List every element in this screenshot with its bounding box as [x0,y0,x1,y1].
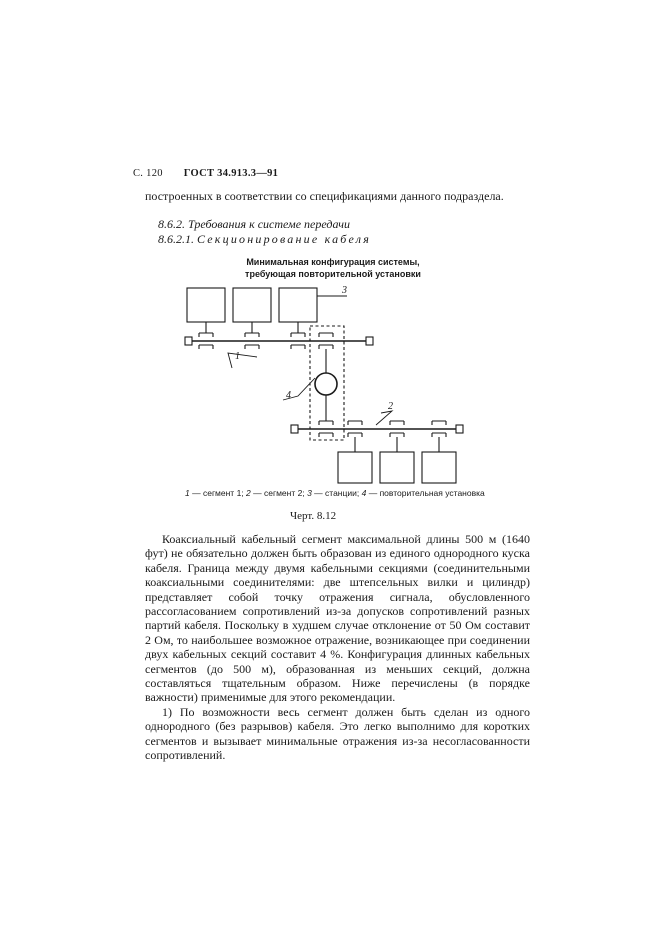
legend-text: станции; [325,488,360,498]
callout-label-4: 4 [286,390,291,401]
station-box [187,288,225,322]
terminator [366,337,373,345]
body-text [145,532,530,763]
legend-text: сегмент 2; [264,488,305,498]
figure-title-line: Минимальная конфигурация системы, [246,257,420,267]
station-box [338,452,372,483]
section-number: 8.6.2.1. [158,232,194,246]
station-box [279,288,317,322]
paragraph: 1) По возможности весь сегмент должен быть сделан из одного однородного (без разрывов) кабеля. Это легко выполнимо для коротких сегментов и вызывает минимальные отражения из-за несогласованности сопротивлений. [145,704,530,763]
callout-1-leader [228,353,257,368]
figure-legend: 1 — сегмент 1; 2 — сегмент 2; 3 — станции; 4 — повторительная установка [185,488,485,498]
paragraph: Коаксиальный кабельный сегмент максимальной длины 500 м (1640 фут) не обязательно должен быть образован из единого однородного куска кабеля. Граница между двумя кабельными секциями (соединительными коаксиальными соединителями: две штепсельных вилки и цилиндр) представляет собой точку отражения сигнала, обусловленного рассогласованием сопротивлений из-за допусков сопротивлений разных партий кабеля. Поскольку в худшем случае отклонение от 50 Ом составит 2 Ом, то наибольшее возможное отражение, возникающее при соединении двух кабельных секций составит 4 %. Конфигурация длинных кабельных сегментов (до 500 м), образованная из меньших секций, должна составляться тщательным образом. Ниже перечислены (в порядке важности) применимые для этого рекомендации. [145,532,530,705]
legend-text: сегмент 1; [202,488,244,498]
page-number: С. 120 [133,168,163,179]
station-box [380,452,414,483]
standard-code: ГОСТ 34.913.3—91 [183,168,279,179]
callout-label-1: 1 [235,351,240,362]
legend-num: 2 [246,488,251,498]
terminator [291,425,298,433]
callout-label-3: 3 [342,285,347,296]
legend-text: повторительная установка [379,488,485,498]
section-title: Секционирование кабеля [197,232,371,246]
legend-num: 1 [185,488,190,498]
terminator [456,425,463,433]
terminator [185,337,192,345]
figure-title-line: требующая повторительной установки [245,269,421,279]
legend-num: 4 [361,488,367,498]
legend-num: 3 [307,488,312,498]
repeater-unit [315,373,337,395]
callout-label-2: 2 [388,401,393,412]
intro-text: построенных в соответствии со спецификациями данного подраздела. [145,189,504,203]
station-box [233,288,271,322]
section-title: Требования к системе передачи [188,217,351,231]
figure-caption: Черт. 8.12 [290,510,337,522]
station-box [422,452,456,483]
section-number: 8.6.2. [158,217,185,231]
